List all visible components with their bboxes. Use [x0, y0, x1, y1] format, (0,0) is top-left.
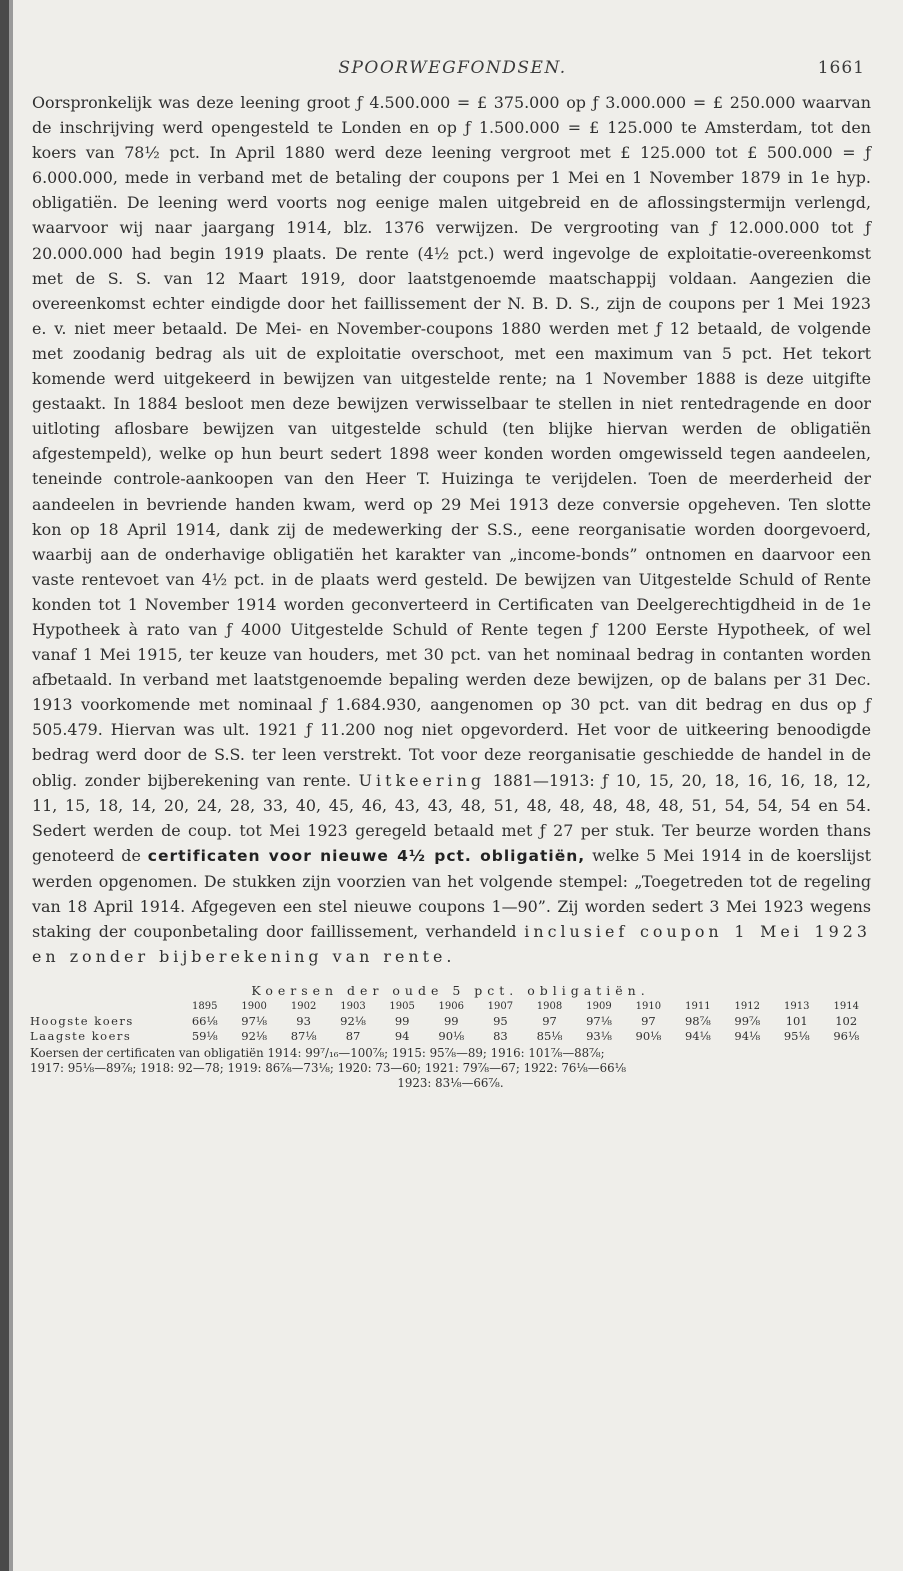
price-cell: 93⅛: [586, 1029, 612, 1044]
price-cell: 92⅛: [340, 1014, 366, 1029]
price-cell: 99⅞: [734, 1014, 761, 1029]
price-tables: [30, 983, 871, 1091]
year-cell: 1906: [438, 1001, 464, 1013]
price-cell: 102: [835, 1014, 858, 1029]
price-cell: 95⅛: [783, 1029, 810, 1044]
running-header: [40, 58, 865, 90]
price-cell: 94⅛: [734, 1029, 761, 1044]
year-header-row: [30, 999, 871, 1014]
price-cell: 99: [443, 1014, 459, 1029]
price-cell: 94: [394, 1029, 410, 1044]
year-cell: 1900: [241, 1001, 267, 1013]
year-cell: 1895: [191, 1001, 218, 1013]
year-cell: 1908: [536, 1001, 563, 1013]
price-cell: 97: [542, 1014, 557, 1029]
year-cell: 1914: [833, 1001, 859, 1013]
price-cell: 101: [785, 1014, 808, 1029]
spaced-closing-text: inclusief coupon 1 Mei 1923 en zonder bijberekening van rente.: [32, 922, 871, 967]
text-part-2: 1881—1913: ƒ 10, 15, 20, 18, 16, 16, 18, 12, 11, 15, 18, 14, 20, 24, 28, 33, 40, 45, 46, 43, 43, 48, 51, 48, 48, 48, 48, 48, 51, 54, 54, 54 en 54. Sedert werden de coup. tot Mei 1923 geregeld betaald met ƒ 27 per stuk. Ter beurze worden thans genoteerd de: [32, 770, 871, 865]
uitkeering-label: Uitkeering: [358, 770, 486, 790]
price-cell: 97⅛: [586, 1014, 612, 1029]
price-cell: 90⅛: [635, 1029, 662, 1044]
row-label: Hoogste koers: [30, 1014, 134, 1029]
page-number: 1661: [817, 58, 865, 78]
text-part-3: welke 5 Mei 1914 in de koerslijst werden opgenomen. De stukken zijn voorzien van het volgende stempel: „Toegetreden tot de regeling van 18 April 1914. Afgegeven een stel nieuwe coupons 1—90”. Zij worden sedert 3 Mei 1923 wegens staking der couponbetaling door faillissement, verhandeld: [32, 845, 871, 942]
year-cell: 1911: [685, 1001, 711, 1013]
highlighted-security-name: certificaten voor nieuwe 4½ pct. obligatiën,: [147, 846, 586, 865]
text-part-1: Oorspronkelijk was deze leening groot ƒ 4.500.000 = £ 375.000 op ƒ 3.000.000 = £ 250.000 waarvan de inschrijving werd opengesteld te Londen en op ƒ 1.500.000 = £ 125.000 te Amsterdam, tot den koers van 78½ pct. In April 1880 werd deze leening vergroot met £ 125.000 tot £ 500.000 = ƒ 6.000.000, mede in verband met de betaling der coupons per 1 Mei en 1 November 1879 in 1e hyp. obligatiën. De leening werd voorts nog eenige malen uitgebreid en de aflossingstermijn verlengd, waarvoor wij naar jaargang 1914, blz. 1376 verwijzen. De vergrooting van ƒ 12.000.000 tot ƒ 20.000.000 had begin 1919 plaats. De rente (4½ pct.) werd ingevolge de exploitatie-overeenkomst met de S. S. van 12 Maart 1919, door laatstgenoemde maatschappij voldaan. Aangezien die overeenkomst echter eindigde door het faillissement der N. B. D. S., zijn de coupons per 1 Mei 1923 e. v. niet meer betaald. De Mei- en November-coupons 1880 werden met ƒ 12 betaald, de volgende met zoodanig bedrag als uit de exploitatie overschoot, met een maximum van 5 pct. Het tekort komende werd uitgekeerd in bewijzen van uitgestelde rente; na 1 November 1888 is deze uitgifte gestaakt. In 1884 besloot men deze bewijzen verwisselbaar te stellen in niet rentedragende en door uitloting aflosbare bewijzen van uitgestelde schuld (ten blijke hiervan werden de obligatiën afgestempeld), welke op hun beurt sedert 1898 weer konden worden omgewisseld tegen aandeelen, teneinde controle-aankoopen van den Heer T. Huizinga te verijdelen. Toen de meerderheid der aandeelen in bevriende handen kwam, werd op 29 Mei 1913 deze conversie opgeheven. Ten slotte kon op 18 April 1914, dank zij de medewerking der S.S., eene reorganisatie worden doorgevoerd, waarbij aan de onderhavige obligatiën het karakter van „income-bonds” ontnomen en daarvoor een vaste rentevoet van 4½ pct. in de plaats werd gesteld. De bewijzen van Uitgestelde Schuld of Rente konden tot 1 November 1914 worden geconverteerd in Certificaten van Deelgerechtigdheid in de 1e Hypotheek à rato van ƒ 4000 Uitgestelde Schuld of Rente tegen ƒ 1200 Eerste Hypotheek, of wel vanaf 1 Mei 1915, ter keuze van houders, met 30 pct. van het nominaal bedrag in contanten worden afbetaald. In verband met laatstgenoemde bepaling werden deze bewijzen, op de balans per 31 Dec. 1913 voorkomende met nominaal ƒ 1.684.930, aangenomen op 30 pct. van dit bedrag en dus op ƒ 505.479. Hiervan was ult. 1921 ƒ 11.200 nog niet opgevorderd. Het voor de uitkeering benoodigde bedrag werd door de S.S. ter leen verstrekt. Tot voor deze reorganisatie geschiedde de handel in de oblig. zonder bijberekening van rente.: [32, 93, 871, 790]
year-cell: 1902: [290, 1001, 317, 1013]
book-binding-edge: [0, 0, 9, 1571]
year-cell: 1903: [340, 1001, 366, 1013]
running-title: SPOORWEGFONDSEN.: [338, 58, 567, 78]
year-cell: 1913: [783, 1001, 810, 1013]
price-cell: 97⅛: [241, 1014, 268, 1029]
year-cell: 1909: [586, 1001, 612, 1013]
price-cell: 97: [641, 1014, 656, 1029]
year-cell: 1905: [389, 1001, 415, 1013]
price-cell: 95: [493, 1014, 508, 1029]
empty-cell: [30, 999, 180, 1014]
year-cell: 1907: [487, 1001, 514, 1013]
price-cell: 94⅛: [684, 1029, 711, 1044]
table-row: [30, 1029, 871, 1044]
row-label: Laagste koers: [30, 1029, 132, 1044]
cert-line-3: 1923: 83⅛—66⅞.: [397, 1076, 504, 1091]
price-cell: 66⅛: [191, 1014, 218, 1029]
price-cell: 92⅛: [241, 1029, 268, 1044]
main-paragraph: [32, 90, 871, 969]
year-cell: 1912: [734, 1001, 760, 1013]
year-cell: 1910: [635, 1001, 662, 1013]
price-cell: 87⅛: [290, 1029, 317, 1044]
cert-line-2: 1917: 95⅛—89⅞; 1918: 92—78; 1919: 86⅞—73⅛; 1920: 73—60; 1921: 79⅞—67; 1922: 76⅛—66⅛: [30, 1061, 627, 1076]
price-cell: 90⅛: [438, 1029, 465, 1044]
price-cell: 98⅞: [684, 1014, 711, 1029]
price-cell: 59⅛: [191, 1029, 218, 1044]
certificaten-koersen: [30, 1046, 871, 1091]
price-cell: 93: [296, 1014, 311, 1029]
paragraph: [32, 90, 871, 969]
price-cell: 85⅛: [536, 1029, 563, 1044]
book-binding-shadow: [9, 0, 13, 1571]
koers-table-title: Koersen der oude 5 pct. obligatiën.: [251, 983, 650, 999]
price-cell: 83: [493, 1029, 508, 1044]
table-row: [30, 1014, 871, 1029]
price-cell: 99: [394, 1014, 410, 1029]
price-cell: 87: [345, 1029, 361, 1044]
cert-line-1: Koersen der certificaten van obligatiën 1914: 99⁷/₁₆—100⅞; 1915: 95⅞—89; 1916: 101⅞—88⅞;: [30, 1046, 605, 1061]
koers-table: [30, 999, 871, 1044]
price-cell: 96⅛: [833, 1029, 860, 1044]
